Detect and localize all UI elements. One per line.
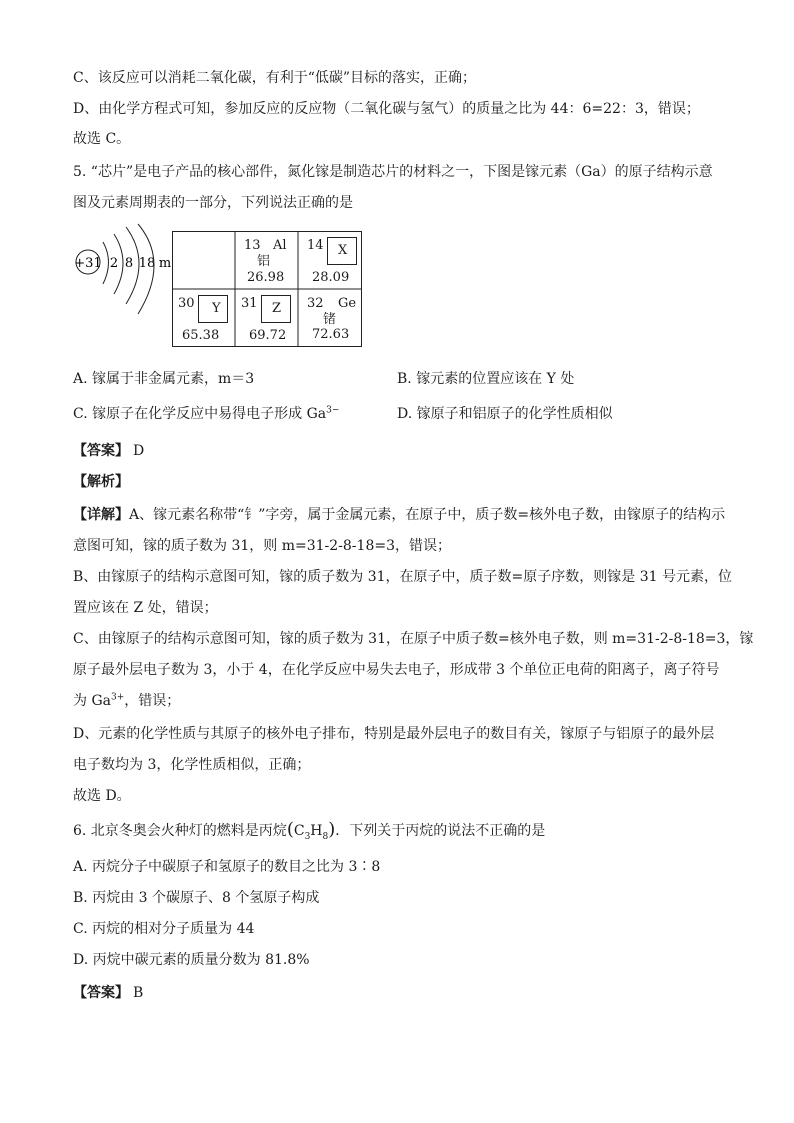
table-cell-x <box>298 231 362 289</box>
answer-value: D <box>133 443 145 459</box>
explanation-line: 电子数均为 3，化学性质相似，正确； <box>73 757 311 773</box>
question-6-stem: 6. 北京冬奥会火种灯的燃料是丙烷$(C_3H_8)$．下列关于丙烷的说法不正确的是 <box>73 819 546 842</box>
option-a: A. 丙烷分子中碳原子和氢原子的数目之比为 3∶8 <box>73 859 381 875</box>
shell-1-count: 2 <box>109 256 119 271</box>
atomic-mass: 26.98 <box>247 270 285 285</box>
question-5-stem: 5. “芯片”是电子产品的核心部件，氮化镓是制造芯片的材料之一，下图是镓元素（Ga）的原子结构示意 <box>73 164 713 180</box>
table-cell-z <box>235 289 298 347</box>
element-symbol: Y <box>212 301 221 316</box>
table-cell-ge <box>298 289 362 347</box>
explanation-line: B、由镓原子的结构示意图可知，镓的质子数为 31，在原子中，质子数=原子序数，则镓是 31 号元素，位 <box>73 569 732 585</box>
explanation-line: C、由镓原子的结构示意图可知，镓的质子数为 31，在原子中质子数=核外电子数，则 m=31-2-8-18=3，镓 <box>73 631 754 647</box>
atomic-number: 30 <box>178 296 195 311</box>
explanation-line: 为 $Ga^{3+}$，错误； <box>73 692 181 709</box>
nucleus-label: +31 <box>74 256 102 271</box>
option-c <box>73 404 339 424</box>
atomic-mass: 69.72 <box>249 328 287 343</box>
element-name: 锗 <box>323 312 337 327</box>
option-c-text: C. 镓原子在化学反应中易得电子形成 Ga <box>73 406 327 422</box>
atomic-number: 32 <box>307 296 324 311</box>
explanation-line: 【详解】A、镓元素名称带“钅”字旁，属于金属元素，在原子中，质子数=核外电子数，由镓原子的结构示 <box>73 507 726 523</box>
text-line: D、由化学方程式可知，参加反应的反应物（二氧化碳与氢气）的质量之比为 44：6=22：3，错误； <box>73 101 700 117</box>
question-5-stem: 图及元素周期表的一部分，下列说法正确的是 <box>73 195 353 211</box>
text-line: 故选 C。 <box>73 131 131 147</box>
explanation-line: D、元素的化学性质与其原子的核外电子排布，特别是最外层电子的数目有关，镓原子与铝原子的最外层 <box>73 726 715 742</box>
shell-2-count: 8 <box>124 256 134 271</box>
answer-line: 【答案】 B <box>73 985 144 1001</box>
atomic-number: 13 <box>244 238 261 253</box>
periodic-table-fragment <box>172 231 362 347</box>
element-symbol: X <box>338 243 348 258</box>
ion-charge: 3+ <box>110 692 125 703</box>
element-name: 铝 <box>257 254 271 269</box>
option-a: A. 镓属于非金属元素，m＝3 <box>73 371 255 387</box>
element-symbol: Al <box>273 238 287 253</box>
answer-line: 【答案】 D <box>73 443 145 459</box>
table-cell-y <box>172 289 235 347</box>
answer-value: B <box>133 985 144 1001</box>
atomic-mass: 28.09 <box>312 270 350 285</box>
table-cell-al <box>235 231 298 289</box>
element-symbol: Z <box>272 301 282 316</box>
analysis-label: 【解析】 <box>73 474 129 490</box>
shell-3-count: 18 <box>138 256 156 271</box>
explanation-line: 意图可知，镓的质子数为 31，则 m=31-2-8-18=3，错误； <box>73 538 451 554</box>
text-line: C、该反应可以消耗二氧化碳，有利于“低碳”目标的落实，正确； <box>73 70 477 86</box>
atomic-number: 31 <box>241 296 258 311</box>
table-cell-empty <box>172 231 235 289</box>
atomic-number: 14 <box>307 238 324 253</box>
explanation-line: 故选 D。 <box>73 788 131 804</box>
atomic-mass: 65.38 <box>182 328 220 343</box>
explanation-line: 置应该在 Z 处，错误； <box>73 600 218 616</box>
shell-arc-1 <box>103 242 109 284</box>
detail-label: 详解 <box>87 507 115 523</box>
answer-label: 答案 <box>87 443 115 459</box>
formula: $C_3H_8$ <box>293 823 329 842</box>
option-d: D. 镓原子和铝原子的化学性质相似 <box>397 406 613 422</box>
option-b: B. 镓元素的位置应该在 Y 处 <box>397 371 575 387</box>
answer-label: 答案 <box>87 985 115 1001</box>
option-c-charge: 3− <box>326 405 340 416</box>
shell-4-count: m <box>158 256 172 271</box>
option-b: B. 丙烷由 3 个碳原子、8 个氢原子构成 <box>73 890 320 906</box>
atomic-mass: 72.63 <box>312 327 350 342</box>
option-d: D. 丙烷中碳元素的质量分数为 81.8% <box>73 952 310 968</box>
atom-structure-diagram <box>70 222 180 346</box>
element-symbol: Ge <box>338 296 357 311</box>
option-c: C. 丙烷的相对分子质量为 44 <box>73 921 255 937</box>
explanation-line: 原子最外层电子数为 3，小于 4，在化学反应中易失去电子，形成带 3 个单位正电荷的阳离子，离子符号 <box>73 662 720 678</box>
